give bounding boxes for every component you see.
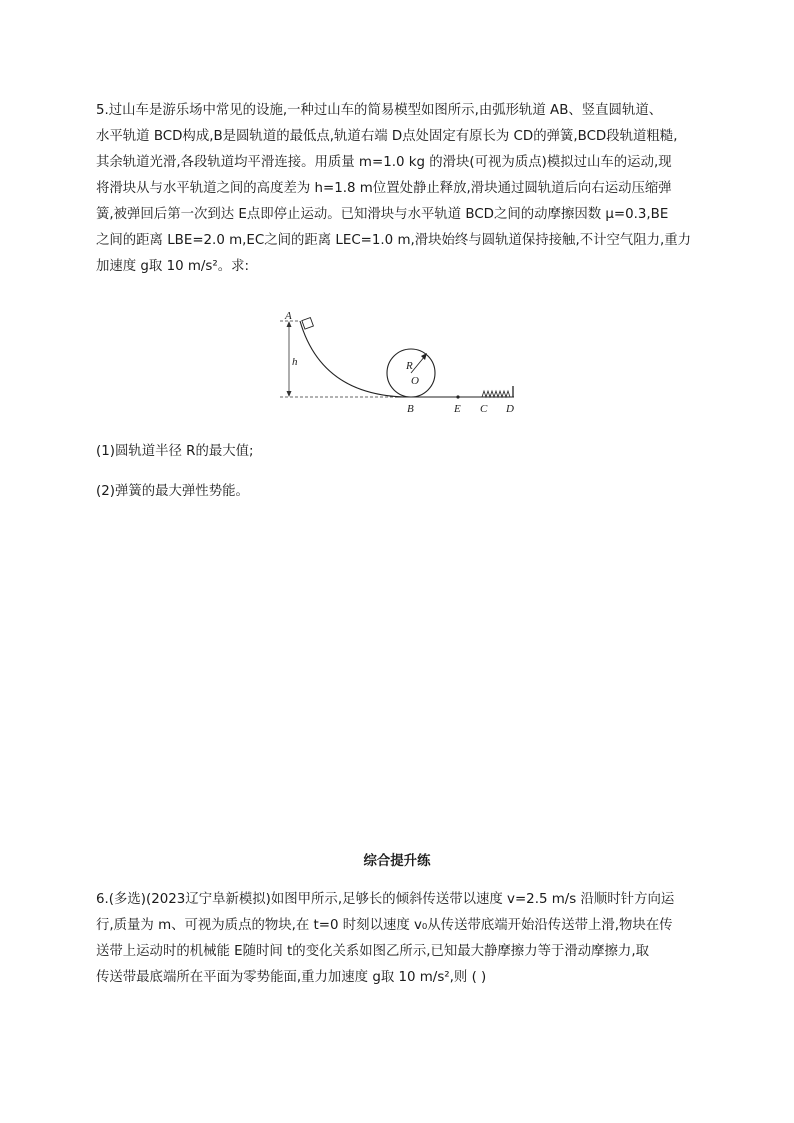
q6-line-4: 传送带最底端所在平面为零势能面,重力加速度 g取 10 m/s²,则 ( ) — [96, 970, 487, 985]
radius-arrow — [411, 356, 425, 373]
q5-line-4: 将滑块从与水平轨道之间的高度差为 h=1.8 m位置处静止释放,滑块通过圆轨道后向右运动压缩弹 — [96, 181, 672, 196]
point-e — [456, 395, 459, 398]
q5-subquestion-1: (1)圆轨道半径 R的最大值; — [96, 444, 254, 459]
label-o: O — [411, 375, 419, 387]
q6-line-2: 行,质量为 m、可视为质点的物块,在 t=0 时刻以速度 v₀从传送带底端开始沿传送带上滑,物块在传 — [96, 918, 673, 933]
slider-block — [302, 318, 314, 330]
q6-line-1: 6.(多选)(2023辽宁阜新模拟)如图甲所示,足够长的倾斜传送带以速度 v=2.5 m/s 沿顺时针方向运 — [96, 892, 675, 907]
label-c: C — [480, 403, 488, 415]
q5-subquestion-2: (2)弹簧的最大弹性势能。 — [96, 484, 249, 499]
q5-line-3: 其余轨道光滑,各段轨道均平滑连接。用质量 m=1.0 kg 的滑块(可视为质点)模拟过山车的运动,现 — [96, 155, 672, 170]
roller-coaster-figure — [0, 308, 794, 418]
q5-line-7: 加速度 g取 10 m/s²。求: — [96, 259, 250, 274]
section-title: 综合提升练 — [363, 854, 431, 869]
label-h: h — [292, 356, 298, 368]
label-a: A — [285, 310, 292, 322]
label-d: D — [506, 403, 514, 415]
q6-line-3: 送带上运动时的机械能 E随时间 t的变化关系如图乙所示,已知最大静摩擦力等于滑动摩擦力,取 — [96, 944, 649, 959]
label-e: E — [454, 403, 461, 415]
spring — [482, 391, 510, 397]
q5-line-1: 5.过山车是游乐场中常见的设施,一种过山车的简易模型如图所示,由弧形轨道 AB、竖直圆轨道、 — [96, 103, 663, 118]
q5-line-2: 水平轨道 BCD构成,B是圆轨道的最低点,轨道右端 D点处固定有原长为 CD的弹簧,BCD段轨道粗糙, — [96, 129, 678, 144]
q5-line-5: 簧,被弹回后第一次到达 E点即停止运动。已知滑块与水平轨道 BCD之间的动摩擦因数 μ=0.3,BE — [96, 207, 669, 222]
label-b: B — [407, 403, 414, 415]
arc-track-ab — [300, 321, 410, 397]
label-r: R — [406, 360, 413, 372]
q5-line-6: 之间的距离 LBE=2.0 m,EC之间的距离 LEC=1.0 m,滑块始终与圆轨道保持接触,不计空气阻力,重力 — [96, 233, 692, 248]
